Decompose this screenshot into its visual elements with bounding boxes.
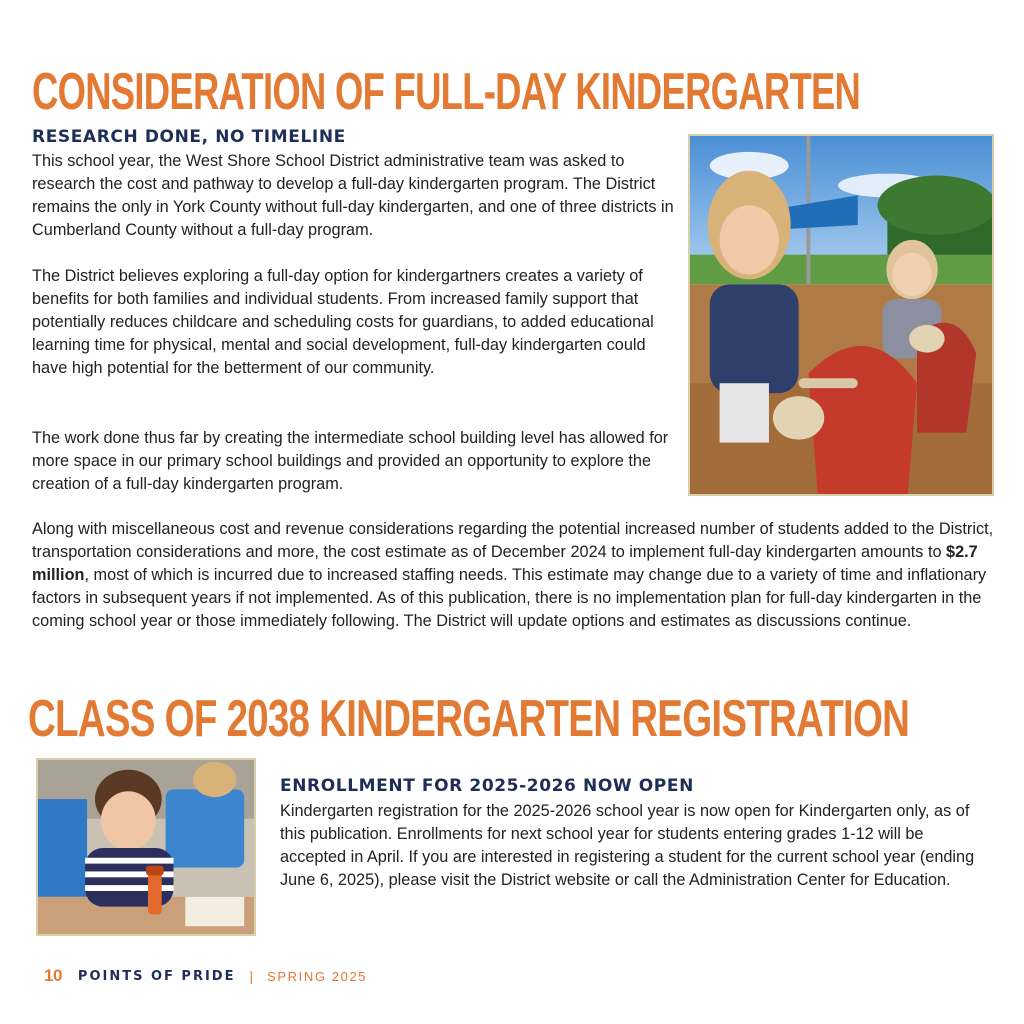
body-paragraph: The District believes exploring a full-day option for kindergartners creates a variety of benefits for both families and individual students. From increased family support that potentially reduces childcare and scheduling costs for guardians, to added educational learning time for physical, mental and social development, full-day kindergarten could have high potential for the betterment of our community.	[32, 267, 654, 377]
body-paragraph: The work done thus far by creating the intermediate school building level has allowed for more space in our primary school buildings and provided an opportunity to explore the creation of a full-day kindergarten program.	[32, 429, 669, 493]
publication-name: POINTS OF PRIDE	[77, 968, 236, 984]
body-paragraph: This school year, the West Shore School District administrative team was asked to research the cost and pathway to develop a full-day kindergarten program. The District remains the only in York County without full-day kindergarten, and one of three districts in Cumberland County without a full-day program.	[32, 152, 674, 239]
cost-estimate-paragraph	[32, 518, 994, 633]
section-headline-registration: CLASS OF 2038 KINDERGARTEN REGISTRATION	[28, 690, 910, 748]
section-headline-full-day-kindergarten: CONSIDERATION OF FULL-DAY KINDERGARTEN	[32, 63, 861, 121]
registration-paragraph: Kindergarten registration for the 2025-2026 school year is now open for Kindergarten only, as of this publication. Enrollments for next school year for students entering grades 1-12 will be accepted in April. If you are interested in registering a student for the current school year (ending June 6, 2025), please visit the District website or call the Administration Center for Education.	[280, 802, 975, 889]
page-footer	[44, 965, 367, 987]
playground-children-photo	[688, 134, 994, 496]
footer-separator: |	[249, 968, 254, 984]
child-with-glue-stick-photo	[36, 758, 256, 936]
cost-text-before: Along with miscellaneous cost and revenue considerations regarding the potential increased number of students added to the District, transportation considerations and more, the cost estimate as of December 2024 to implement full-day kindergarten amounts to	[32, 520, 994, 561]
playground-photo-illustration	[690, 136, 992, 494]
section-subheading-enrollment: ENROLLMENT FOR 2025-2026 NOW OPEN	[280, 776, 694, 796]
cost-highlight: $2.7 million	[32, 543, 978, 584]
issue-name: SPRING 2025	[267, 968, 368, 984]
section-subheading-research: RESEARCH DONE, NO TIMELINE	[32, 127, 346, 147]
page-number: 10	[44, 966, 62, 985]
classroom-photo-illustration	[38, 760, 254, 934]
cost-text-after: , most of which is incurred due to increased staffing needs. This estimate may change due to a variety of time and inflationary factors in subsequent years if not implemented. As of this publication, there is no implementation plan for full-day kindergarten in the coming school year or those immediately following. The District will update options and estimates as discussions continue.	[32, 566, 987, 630]
